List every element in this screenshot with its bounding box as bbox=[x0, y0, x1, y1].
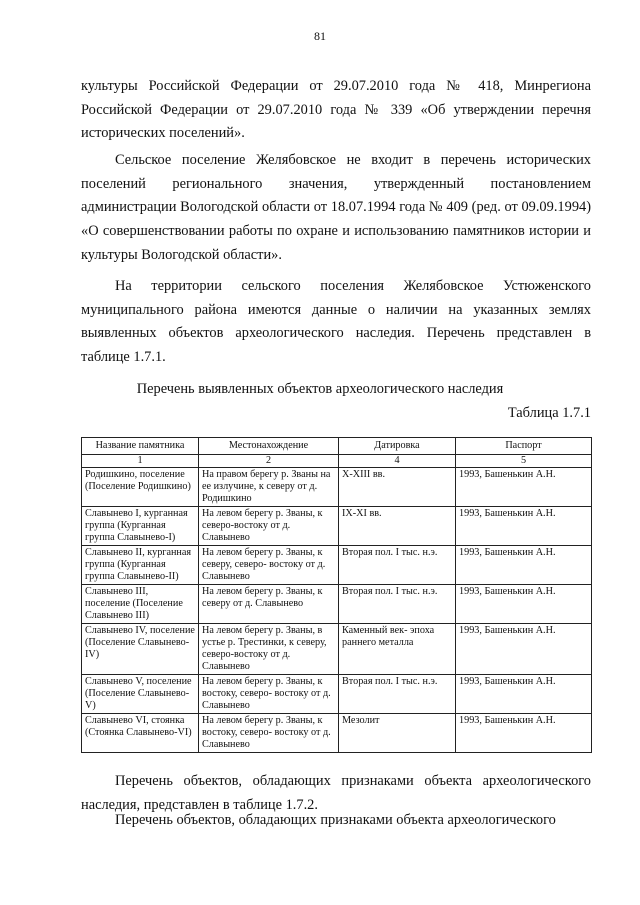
column-number: 1 bbox=[82, 455, 199, 468]
table-header-row bbox=[82, 438, 592, 455]
cell-passport: 1993, Башенькин А.Н. bbox=[456, 624, 592, 675]
cell-location: На левом берегу р. Званы, к востоку, северо- востоку от д. Славынево bbox=[199, 675, 339, 714]
cell-passport: 1993, Башенькин А.Н. bbox=[456, 468, 592, 507]
cell-dating: IX-XI вв. bbox=[339, 507, 456, 546]
archaeology-table bbox=[81, 437, 592, 753]
column-number-row bbox=[82, 455, 592, 468]
cell-dating: Каменный век- эпоха раннего металла bbox=[339, 624, 456, 675]
cell-passport: 1993, Башенькин А.Н. bbox=[456, 675, 592, 714]
cell-name: Славынево II, курганная группа (Курганная группа Славынево-II) bbox=[82, 546, 199, 585]
table-label: Таблица 1.7.1 bbox=[507, 405, 591, 421]
table-row bbox=[82, 468, 592, 507]
cell-location: На левом берегу р. Званы, к северу, северо- востоку от д. Славынево bbox=[199, 546, 339, 585]
table-row bbox=[82, 546, 592, 585]
paragraph-intro-continued: культуры Российской Федерации от 29.07.2010 года № 418, Минрегиона Российской Федерации от 29.07.2010 года № 339 «Об утверждении перечня исторических поселений». bbox=[81, 78, 591, 142]
cell-passport: 1993, Башенькин А.Н. bbox=[456, 585, 592, 624]
cell-dating: Вторая пол. I тыс. н.э. bbox=[339, 675, 456, 714]
cell-dating: Вторая пол. I тыс. н.э. bbox=[339, 585, 456, 624]
header-name: Название памятника bbox=[82, 438, 199, 455]
header-passport: Паспорт bbox=[456, 438, 592, 455]
table-caption: Перечень выявленных объектов археологического наследия bbox=[136, 381, 504, 397]
cell-dating: Мезолит bbox=[339, 714, 456, 753]
cell-location: На левом берегу р. Званы, в устье р. Трестинки, к северу, северо-востоку от д. Славынево bbox=[199, 624, 339, 675]
cell-name: Славынево III, поселение (Поселение Славынево III) bbox=[82, 585, 199, 624]
paragraph-historical-settlements: Сельское поселение Желябовское не входит в перечень исторических поселений регионального значения, утвержденный постановлением администрации Вологодской области от 18.07.1994 года № 409 (ред. от 09.09.1994) «О совершенствовании работы по охране и использованию памятников истории и культуры Вологодской области». bbox=[81, 152, 591, 263]
cell-name: Славынево IV, поселение (Поселение Славынево-IV) bbox=[82, 624, 199, 675]
cell-location: На левом берегу р. Званы, к северо-востоку от д. Славынево bbox=[199, 507, 339, 546]
cell-name: Славынево I, курганная группа (Курганная группа Славынево-I) bbox=[82, 507, 199, 546]
table-row bbox=[82, 675, 592, 714]
cell-location: На правом берегу р. Званы на ее излучине, к северу от д. Родишкино bbox=[199, 468, 339, 507]
cell-location: На левом берегу р. Званы, к востоку, северо- востоку от д. Славынево bbox=[199, 714, 339, 753]
cell-name: Славынево VI, стоянка (Стоянка Славынево-VI) bbox=[82, 714, 199, 753]
paragraph-objects-list-heading: Перечень объектов, обладающих признаками объекта археологического bbox=[115, 812, 556, 828]
header-location: Местонахождение bbox=[199, 438, 339, 455]
cell-location: На левом берегу р. Званы, к северу от д. Славынево bbox=[199, 585, 339, 624]
cell-dating: X-XIII вв. bbox=[339, 468, 456, 507]
cell-name: Славынево V, поселение (Поселение Славынево-V) bbox=[82, 675, 199, 714]
table-row bbox=[82, 714, 592, 753]
paragraph-archaeological-objects: На территории сельского поселения Желябовское Устюженского муниципального района имеются данные о наличии на указанных землях выявленных объектов археологического наследия. Перечень представлен в таблице 1.7.1. bbox=[81, 278, 591, 366]
paragraph-objects-with-signs: Перечень объектов, обладающих признаками объекта археологического наследия, представлен в таблице 1.7.2. bbox=[81, 773, 591, 813]
column-number: 5 bbox=[456, 455, 592, 468]
table-row bbox=[82, 624, 592, 675]
cell-name: Родишкино, поселение (Поселение Родишкино) bbox=[82, 468, 199, 507]
page-number: 81 bbox=[314, 29, 326, 43]
column-number: 4 bbox=[339, 455, 456, 468]
header-dating: Датировка bbox=[339, 438, 456, 455]
table-row bbox=[82, 507, 592, 546]
cell-dating: Вторая пол. I тыс. н.э. bbox=[339, 546, 456, 585]
cell-passport: 1993, Башенькин А.Н. bbox=[456, 507, 592, 546]
column-number: 2 bbox=[199, 455, 339, 468]
cell-passport: 1993, Башенькин А.Н. bbox=[456, 714, 592, 753]
cell-passport: 1993, Башенькин А.Н. bbox=[456, 546, 592, 585]
table-row bbox=[82, 585, 592, 624]
